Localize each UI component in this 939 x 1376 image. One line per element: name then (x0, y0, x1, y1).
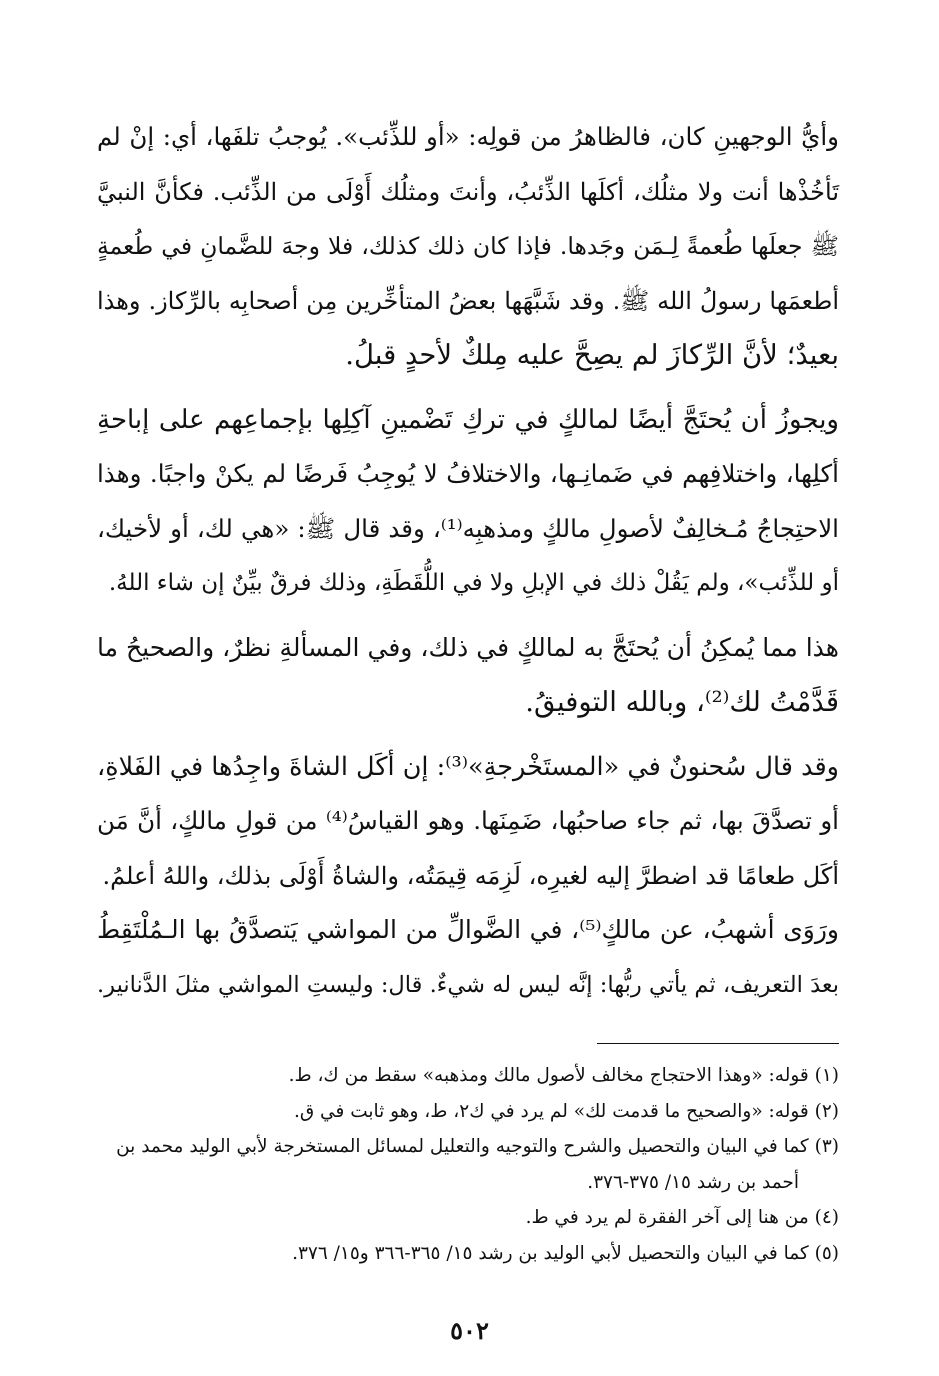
text-line: قَدَّمْتُ لك⁽²⁾، وبالله التوفيقُ. (525, 686, 839, 718)
footnote-3-continuation: أحمد بن رشد ١٥/ ٣٧٥-٣٧٦. (587, 1171, 799, 1193)
paragraph-1 (97, 110, 839, 383)
page-number: ٥٠٢ (450, 1316, 489, 1345)
text-line: أو تصدَّقَ بها، ثم جاء صاحبُها، ضَمِنَها. وهو القياسُ⁽⁴⁾ من قولِ مالكٍ، أنَّ مَن (97, 806, 839, 835)
paragraph-5 (97, 903, 839, 1012)
text-line: تَأخُذْها أنت ولا مثلُك، أكلَها الذِّئبُ، وأنتَ ومثلُك أَوْلَى من الذِّئب. فكأنَّ النبيَّ (97, 177, 839, 206)
footnote-separator (597, 1043, 839, 1044)
text-line: بعدَ التعريف، ثم يأتي ربُّها: إنَّه ليس له شيءٌ. قال: وليستِ المواشي مثلَ الدَّنانير. (97, 971, 839, 998)
text-line: ويجوزُ أن يُحتَجَّ أيضًا لمالكٍ في تركِ تَضْمينِ آكِلِها بإجماعِهم على إباحةِ (97, 404, 839, 435)
text-line: بعيدٌ؛ لأنَّ الرِّكازَ لم يصِحَّ عليه مِلكٌ لأحدٍ قبلُ. (345, 339, 839, 371)
footnote-1: (١) قوله: «وهذا الاحتجاج مخالف لأصول مالك ومذهبه» سقط من ك، ط. (288, 1065, 839, 1086)
main-text (97, 110, 839, 1012)
footnote-2: (٢) قوله: «والصحيح ما قدمت لك» لم يرد في ك٢، ط، وهو ثابت في ق. (293, 1100, 839, 1122)
text-line: أكَل طعامًا قد اضطرَّ إليه لغيرِه، لَزِمَه قِيمَتُه، والشاةُ أَوْلَى بذلك، واللهُ أعلمُ. (102, 861, 839, 890)
footnote-4: (٤) من هنا إلى آخر الفقرة لم يرد في ط. (525, 1207, 839, 1228)
footnote-3: (٣) كما في البيان والتحصيل والشرح والتوجيه والتعليل لمسائل المستخرجة لأبي الوليد محمد بن (116, 1136, 839, 1157)
text-line: أو للذِّئب»، ولم يَقُلْ ذلك في الإبلِ ولا في اللُّقَطَةِ، وذلك فرقٌ بيِّنٌ إن شاء اللهُ. (108, 570, 839, 596)
text-line: ورَوَى أشهبُ، عن مالكٍ⁽⁵⁾، في الضَّوالِّ من المواشي يَتصدَّقُ بها الـمُلْتَقِطُ (97, 915, 839, 944)
text-line: أطعمَها رسولُ الله ﷺ. وقد شَبَّهَها بعضُ المتأخِّرين مِن أصحابِه بالرِّكاز. وهذا (97, 286, 839, 315)
footnotes (97, 1058, 839, 1271)
footnote-5: (٥) كما في البيان والتحصيل لأبي الوليد بن رشد ١٥/ ٣٦٥-٣٦٦ و١٥/ ٣٧٦. (292, 1242, 839, 1264)
text-line: ﷺ جعلَها طُعمةً لِـمَن وجَدها. فإذا كان ذلك كذلك، فلا وجهَ للضَّمانِ في طُعمةٍ (97, 232, 839, 260)
paragraph-3 (97, 621, 839, 730)
text-line: أكلِها، واختلافِهم في ضَمانِـها، والاختلافُ لا يُوجِبُ فَرضًا لم يكنْ واجبًا. وهذا (97, 459, 839, 488)
text-line: هذا مما يُمكِنُ أن يُحتَجَّ به لمالكٍ في ذلك، وفي المسألةِ نظرٌ، والصحيحُ ما (97, 632, 839, 662)
paragraph-2 (97, 393, 839, 611)
text-line: وأيُّ الوجهينِ كان، فالظاهرُ من قولِه: «أو للذِّئب». يُوجبُ تلفَها، أي: إنْ لم (97, 122, 839, 151)
paragraph-4 (97, 740, 839, 904)
text-line: الاحتِجاجُ مُـخالِفٌ لأصولِ مالكٍ ومذهبِه⁽¹⁾، وقد قال ﷺ: «هي لك، أو لأخيك، (97, 513, 839, 543)
text-line: وقد قال سُحنونٌ في «المستَخْرجةِ»⁽³⁾: إن أكَل الشاةَ واجِدُها في الفَلاةِ، (97, 751, 839, 782)
